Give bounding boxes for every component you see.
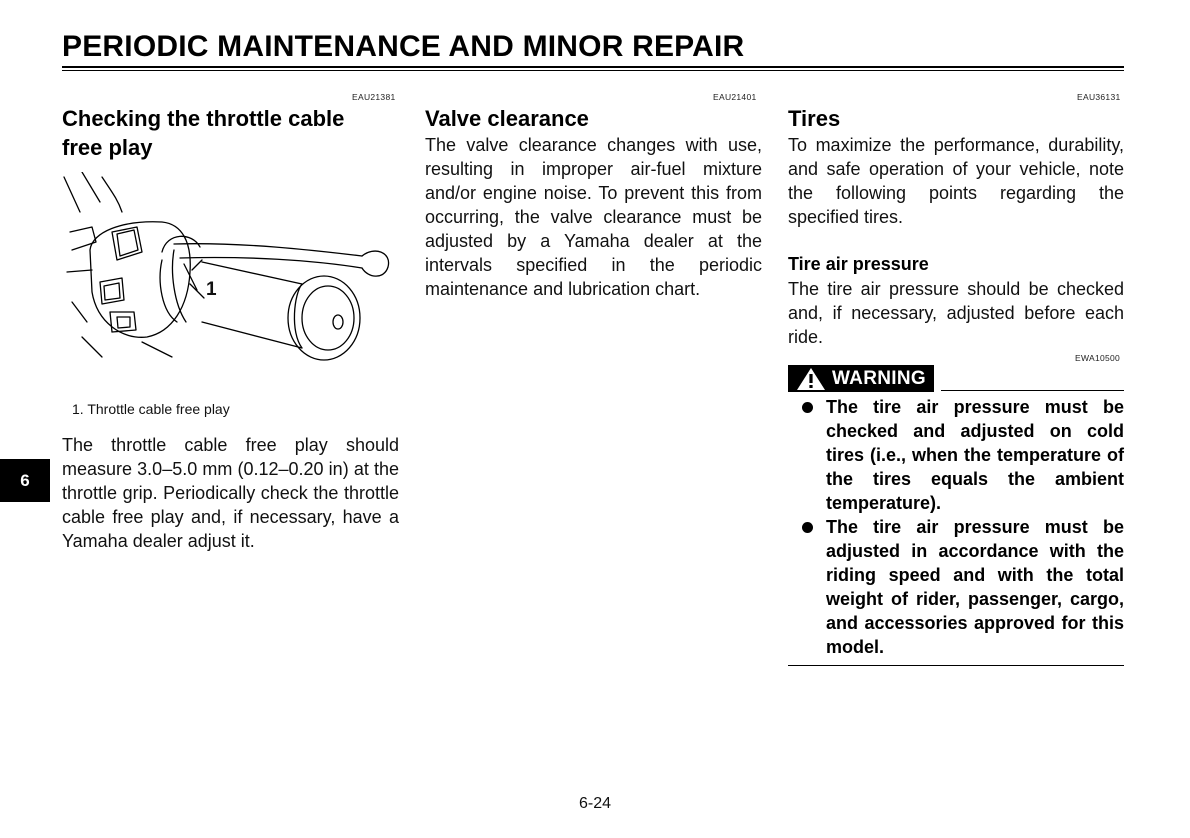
warning-list: [800, 395, 1124, 659]
section-heading-valve: Valve clearance: [425, 106, 589, 131]
throttle-grip-illustration: [62, 172, 392, 372]
section-code: EAU21401: [713, 92, 757, 102]
warning-code: EWA10500: [1075, 353, 1121, 363]
bullet-icon: [802, 522, 813, 533]
page-number: 6-24: [578, 795, 612, 812]
figure-caption: 1. Throttle cable free play: [72, 401, 230, 417]
title-rule: [62, 66, 1124, 68]
title-rule-thin: [62, 70, 1124, 71]
figure-callout: 1: [206, 279, 217, 300]
throttle-body-text: The throttle cable free play should measure 3.0–5.0 mm (0.12–0.20 in) at the throttle grip. Periodically check the throttle cable free play and, if necessary, have a Yamaha dealer adjust it.: [62, 435, 399, 551]
bullet-icon: [802, 402, 813, 413]
section-code: EAU36131: [1077, 92, 1121, 102]
page-title: PERIODIC MAINTENANCE AND MINOR REPAIR: [62, 30, 745, 63]
warning-label: WARNING: [832, 367, 926, 389]
subheading-tire-air-pressure: Tire air pressure: [788, 254, 929, 274]
section-heading-tires: Tires: [788, 106, 841, 131]
warning-rule: [941, 390, 1124, 391]
valve-body-text: The valve clearance changes with use, resulting in improper air-fuel mixture and/or engine noise. To prevent this from occurring, the valve clearance must be adjusted by a Yamaha dealer at the intervals specified in the periodic maintenance and lubrication chart.: [425, 135, 762, 299]
list-item: The tire air pressure must be checked and adjusted on cold tires (i.e., when the temperature of the tires equals the ambient temperature).: [800, 395, 1124, 515]
warning-bottom-rule: [788, 665, 1124, 666]
tire-pressure-text: The tire air pressure should be checked and, if necessary, adjusted before each ride.: [788, 279, 1124, 347]
warning-triangle-icon: [796, 367, 826, 391]
tires-intro-text: To maximize the performance, durability, and safe operation of your vehicle, note the following points regarding the specified tires.: [788, 135, 1124, 227]
chapter-tab: 6: [0, 459, 50, 502]
warning-badge: [788, 365, 934, 392]
section-heading-throttle: Checking the throttle cable free play: [62, 106, 345, 160]
list-item: The tire air pressure must be adjusted in accordance with the riding speed and with the total weight of rider, passenger, cargo, and accessories approved for this model.: [800, 515, 1124, 659]
section-code: EAU21381: [352, 92, 396, 102]
